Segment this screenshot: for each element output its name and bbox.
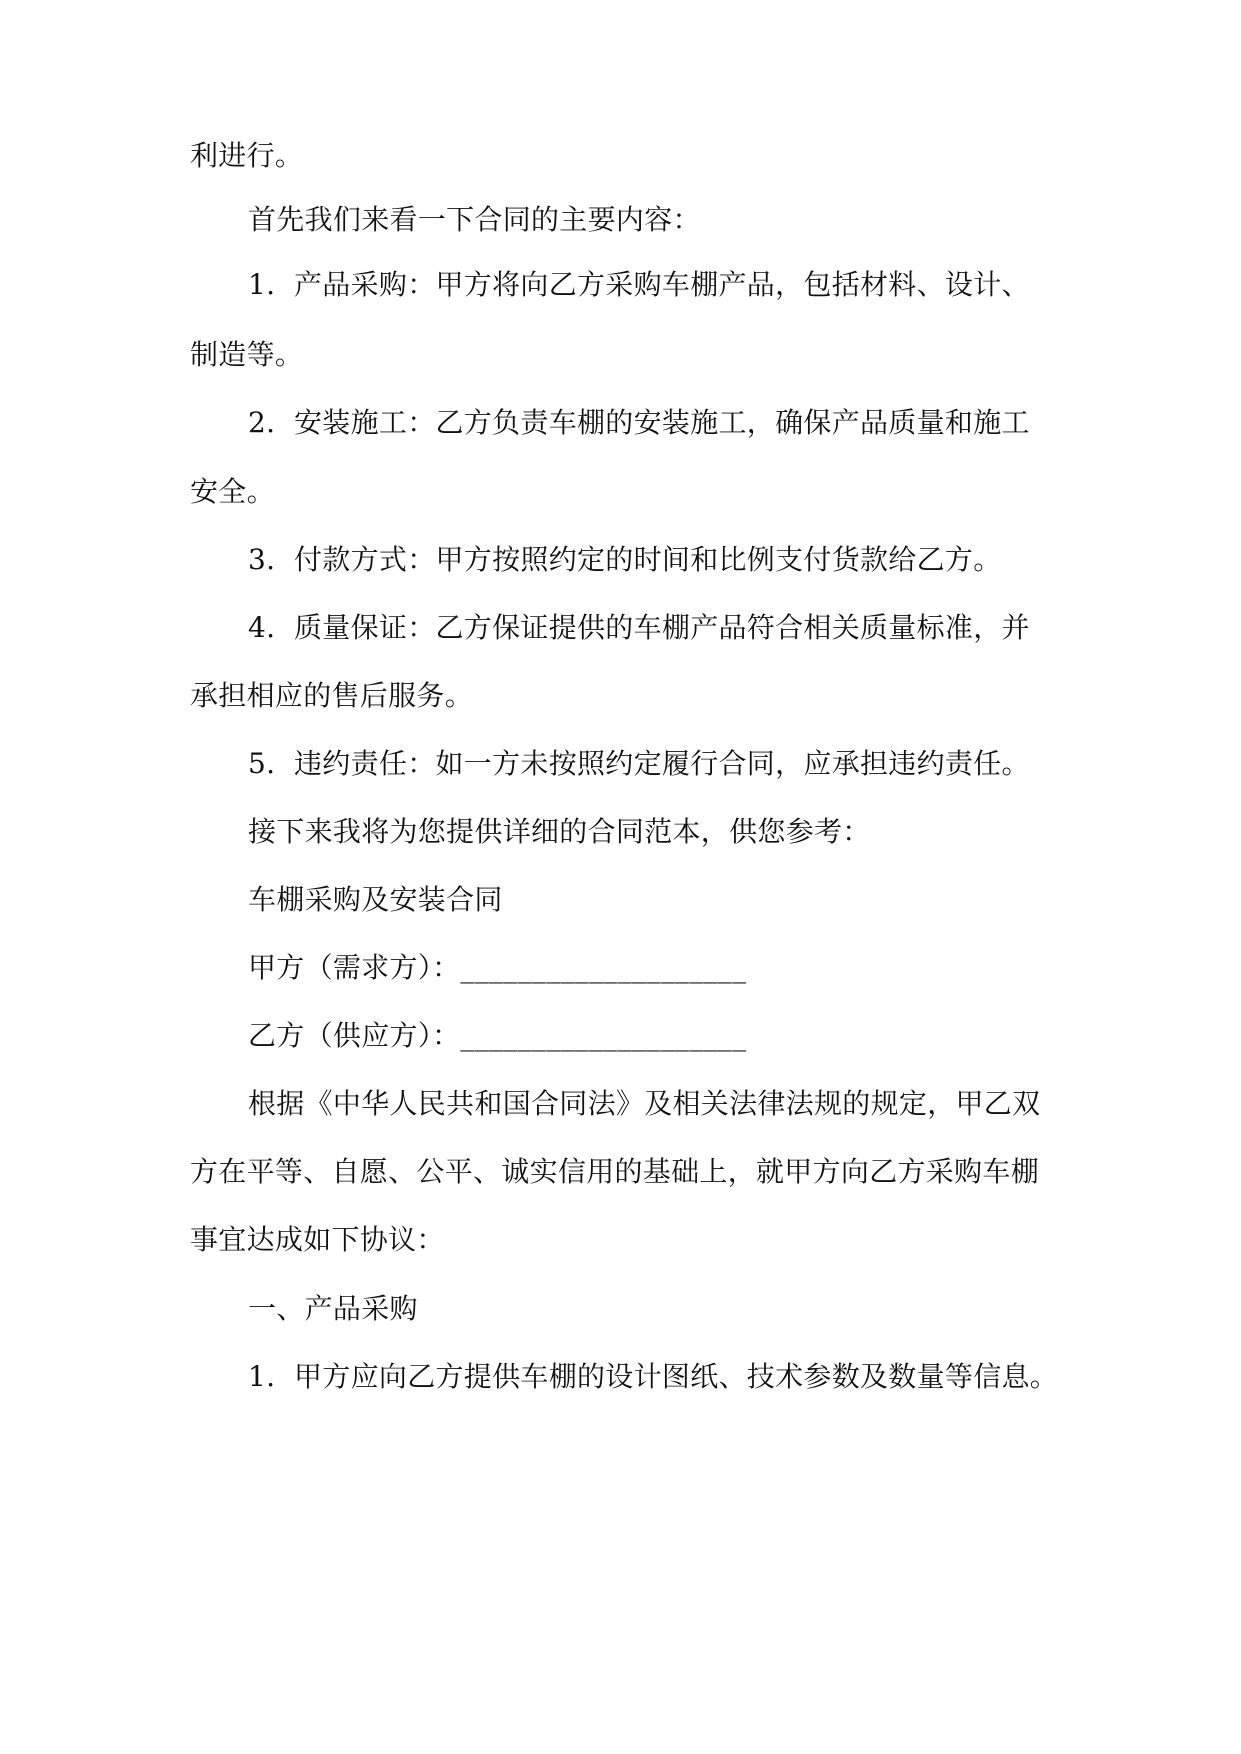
preamble-paragraph-line-3: [190, 1220, 445, 1260]
list-number: 1.: [248, 1360, 276, 1393]
text-line: 事宜达成如下协议：: [190, 1223, 445, 1256]
text-line: 车棚采购及安装合同: [248, 883, 503, 916]
section-1-item-1: [248, 1357, 1058, 1397]
text-line: 承担相应的售后服务。: [190, 679, 474, 712]
text-line: 安装施工：乙方负责车棚的安装施工，确保产品质量和施工: [294, 406, 1030, 439]
text-line: 方在平等、自愿、公平、诚实信用的基础上，就甲方向乙方采购车棚: [190, 1155, 1040, 1188]
text-line: 接下来我将为您提供详细的合同范本，供您参考：: [248, 815, 871, 848]
list-item-4-continuation: [190, 676, 473, 716]
text-line: 利进行。: [190, 139, 304, 172]
list-item-5: [248, 744, 1030, 784]
list-number: 4.: [248, 611, 276, 644]
text-line: 首先我们来看一下合同的主要内容：: [248, 203, 701, 236]
list-item-1-continuation: [190, 335, 303, 375]
text-line: 付款方式：甲方按照约定的时间和比例支付货款给乙方。: [294, 543, 1002, 576]
list-item-4: [248, 608, 1030, 648]
list-number: 2.: [248, 406, 276, 439]
text-line: 质量保证：乙方保证提供的车棚产品符合相关质量标准，并: [294, 611, 1030, 644]
list-item-2-continuation: [190, 472, 275, 512]
text-line: 乙方（供应方）：____________________: [248, 1019, 747, 1052]
party-b-field: [248, 1016, 746, 1056]
text-line: 甲方（需求方）：____________________: [248, 951, 747, 984]
preamble-paragraph-line-2: [190, 1152, 1039, 1192]
list-item-2: [248, 403, 1030, 443]
paragraph-continuation: [190, 136, 303, 176]
list-item-3: [248, 540, 1002, 580]
list-number: 1.: [248, 268, 276, 301]
transition-paragraph: [248, 812, 871, 852]
section-heading-1: [248, 1289, 418, 1329]
text-line: 产品采购：甲方将向乙方采购车棚产品，包括材料、设计、: [294, 268, 1030, 301]
preamble-paragraph: [248, 1084, 1040, 1124]
intro-paragraph: [248, 200, 701, 240]
text-line: 制造等。: [190, 338, 304, 371]
party-a-field: [248, 948, 746, 988]
text-line: 甲方应向乙方提供车棚的设计图纸、技术参数及数量等信息。: [294, 1360, 1059, 1393]
list-number: 5.: [248, 747, 276, 780]
list-number: 3.: [248, 543, 276, 576]
text-line: 违约责任：如一方未按照约定履行合同，应承担违约责任。: [294, 747, 1030, 780]
contract-title: [248, 880, 503, 920]
text-line: 根据《中华人民共和国合同法》及相关法律法规的规定，甲乙双: [248, 1087, 1041, 1120]
text-line: 安全。: [190, 475, 275, 508]
list-item-1: [248, 265, 1030, 305]
text-line: 一、产品采购: [248, 1292, 418, 1325]
